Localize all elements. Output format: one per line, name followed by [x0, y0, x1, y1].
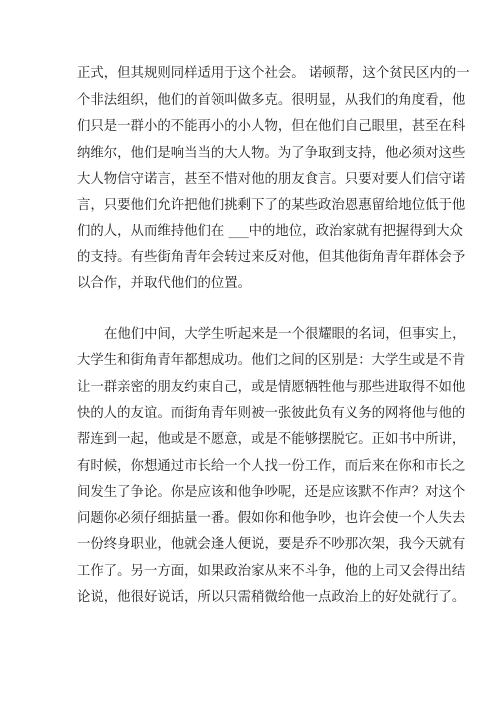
text-line: 大学生和街角青年都想成功。他们之间的区别是：大学生或是不肯 — [77, 353, 466, 368]
text-line: 们只是一群小的不能再小的小人物，但在他们自己眼里，甚至在科 — [77, 119, 466, 134]
text-line: 在他们中间，大学生听起来是一个很耀眼的名词，但事实上， — [104, 327, 466, 342]
text-line: 问题你必须仔细掂量一番。假如你和他争吵，也许会使一个人失去 — [77, 511, 466, 526]
text-line: 间发生了争论。你是应该和他争吵呢，还是应该默不作声？对这个 — [77, 485, 466, 500]
text-line: 帮连到一起，他或是不愿意，或是不能够摆脱它。正如书中所讲， — [77, 432, 466, 447]
text-line: 纳维尔，他们是响当当的大人物。为了争取到支持，他必须对这些 — [77, 146, 466, 161]
text-line: 一份终身职业，他就会逢人便说，要是乔不吵那次架，我今天就有 — [77, 537, 466, 552]
text-line: 的支持。有些街角青年会转过来反对他，但其他街角青年群体会予 — [77, 250, 466, 265]
text-line: 们的人，从而维持他们在 ___中的地位，政治家就有把握得到大众 — [77, 224, 463, 239]
text-line: 正式，但其规则同样适用于这个社会。 诺顿帮，这个贫民区内的一 — [77, 66, 470, 81]
text-line: 个非法组织，他们的首领叫做多克。很明显，从我们的角度看，他 — [77, 93, 466, 108]
text-line: 论说，他很好说话，所以只需稍微给他一点政治上的好处就行了。 — [77, 590, 466, 605]
text-line: 让一群亲密的朋友约束自己，或是情愿牺牲他与那些进取得不如他 — [77, 380, 466, 395]
text-line: 言，只要他们允许把他们挑剩下了的某些政治恩惠留给地位低于他 — [77, 198, 466, 213]
text-line: 以合作，并取代他们的位置。 — [77, 276, 252, 291]
text-line: 大人物信守诺言，甚至不惜对他的朋友食言。只要对要人们信守诺 — [77, 172, 466, 187]
text-line: 快的人的友谊。而街角青年则被一张彼此负有义务的网将他与他的 — [77, 406, 466, 421]
text-line: 有时候，你想通过市长给一个人找一份工作，而后来在你和市长之 — [77, 459, 466, 474]
text-line: 工作了。另一方面，如果政治家从来不斗争，他的上司又会得出结 — [77, 564, 466, 579]
